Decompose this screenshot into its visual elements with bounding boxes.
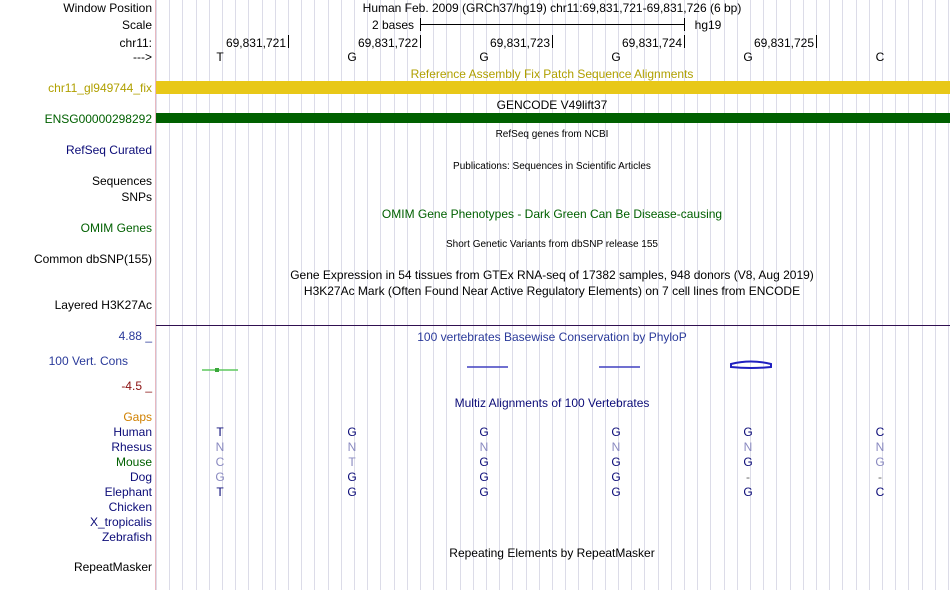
alignment-base: G xyxy=(611,455,621,469)
sequence-base: G xyxy=(743,50,753,64)
omim-label[interactable]: OMIM Genes xyxy=(80,221,152,235)
alignment-base: G xyxy=(479,425,489,439)
alignment-base: N xyxy=(479,440,489,454)
alignment-base: G xyxy=(215,470,225,484)
scale-size: 2 bases xyxy=(371,18,415,32)
publications-track-title: Publications: Sequences in Scientific Articles xyxy=(453,161,651,172)
sequences-label[interactable]: Sequences xyxy=(91,174,152,188)
sequence-base: T xyxy=(216,50,224,64)
alignment-base: G xyxy=(611,470,621,484)
phylop-peak-2 xyxy=(731,362,771,369)
alignment-base: - xyxy=(878,470,882,484)
alignment-base: G xyxy=(479,470,489,484)
species-label-mouse[interactable]: Mouse xyxy=(115,455,152,469)
ruler-position: 69,831,722 xyxy=(357,36,418,50)
sequence-base: C xyxy=(875,50,885,64)
fix-patch-label[interactable]: chr11_gl949744_fix xyxy=(48,81,152,95)
phylop-peak-1 xyxy=(215,368,219,372)
h3k27-track-title: H3K27Ac Mark (Often Found Near Active Regulatory Elements) on 7 cell lines from ENCODE xyxy=(303,284,801,298)
fix-patch-track-title: Reference Assembly Fix Patch Sequence Alignments xyxy=(410,67,694,81)
ruler-position: 69,831,724 xyxy=(621,36,682,50)
repeatmasker-label[interactable]: RepeatMasker xyxy=(73,560,152,574)
species-label-zebrafish[interactable]: Zebrafish xyxy=(101,530,152,544)
ruler-position: 69,831,721 xyxy=(225,36,286,50)
sequence-base: G xyxy=(347,50,357,64)
h3k27-label[interactable]: Layered H3K27Ac xyxy=(54,298,152,312)
alignment-base: G xyxy=(479,455,489,469)
alignment-base: G xyxy=(347,485,357,499)
refseq-label[interactable]: RefSeq Curated xyxy=(65,143,152,157)
phylop-track-title: 100 vertebrates Basewise Conservation by PhyloP xyxy=(417,330,687,344)
dbsnp-label[interactable]: Common dbSNP(155) xyxy=(33,252,152,266)
alignment-base: N xyxy=(875,440,885,454)
snps-label[interactable]: SNPs xyxy=(121,190,152,204)
alignment-base: N xyxy=(743,440,753,454)
alignment-base: G xyxy=(611,485,621,499)
gencode-label[interactable]: ENSG00000298292 xyxy=(44,112,152,126)
alignment-base: G xyxy=(611,425,621,439)
alignment-base: - xyxy=(746,470,750,484)
multiz-track-title: Multiz Alignments of 100 Vertebrates xyxy=(454,396,650,410)
alignment-base: G xyxy=(875,455,885,469)
species-label-dog[interactable]: Dog xyxy=(129,470,152,484)
alignment-base: G xyxy=(743,455,753,469)
window-position-value: Human Feb. 2009 (GRCh37/hg19) chr11:69,831,721-69,831,726 (6 bp) xyxy=(362,1,742,15)
alignment-base: C xyxy=(875,485,885,499)
omim-track-title: OMIM Gene Phenotypes - Dark Green Can Be Disease-causing xyxy=(381,207,723,221)
dbsnp-track-title: Short Genetic Variants from dbSNP release 155 xyxy=(446,239,658,250)
species-label-x-tropicalis[interactable]: X_tropicalis xyxy=(89,515,152,529)
alignment-base: N xyxy=(215,440,225,454)
alignment-base: T xyxy=(216,485,224,499)
scale-label: Scale xyxy=(121,18,152,32)
chrom-label: chr11: xyxy=(119,36,152,50)
alignment-base: G xyxy=(743,425,753,439)
species-label-rhesus[interactable]: Rhesus xyxy=(111,440,152,454)
gencode-track-title: GENCODE V49lift37 xyxy=(496,98,608,112)
ruler-position: 69,831,725 xyxy=(753,36,814,50)
alignment-base: G xyxy=(743,485,753,499)
gtex-track-title: Gene Expression in 54 tissues from GTEx RNA-seq of 17382 samples, 948 donors (V8, Aug 2019) xyxy=(290,268,814,282)
repeatmasker-track-title: Repeating Elements by RepeatMasker xyxy=(449,546,655,560)
alignment-base: C xyxy=(875,425,885,439)
alignment-base: T xyxy=(348,455,356,469)
alignment-base: G xyxy=(479,485,489,499)
species-label-human[interactable]: Human xyxy=(113,425,152,439)
alignment-base: C xyxy=(215,455,225,469)
phylop-max-label: 4.88 _ xyxy=(118,329,152,343)
alignment-base: N xyxy=(347,440,357,454)
alignment-base: G xyxy=(347,470,357,484)
alignment-base: T xyxy=(216,425,224,439)
scale-assembly: hg19 xyxy=(694,18,722,32)
gaps-label[interactable]: Gaps xyxy=(123,410,152,424)
phylop-min-label: -4.5 _ xyxy=(121,379,152,393)
ruler-position: 69,831,723 xyxy=(489,36,550,50)
phylop-label[interactable]: 100 Vert. Cons xyxy=(48,354,128,368)
sequence-base: G xyxy=(611,50,621,64)
sequence-base: G xyxy=(479,50,489,64)
species-label-elephant[interactable]: Elephant xyxy=(104,485,152,499)
strand-arrow-label: ---> xyxy=(133,50,152,64)
species-label-chicken[interactable]: Chicken xyxy=(108,500,152,514)
alignment-base: N xyxy=(611,440,621,454)
window-position-label: Window Position xyxy=(63,1,152,15)
refseq-track-title: RefSeq genes from NCBI xyxy=(495,129,609,140)
alignment-base: G xyxy=(347,425,357,439)
